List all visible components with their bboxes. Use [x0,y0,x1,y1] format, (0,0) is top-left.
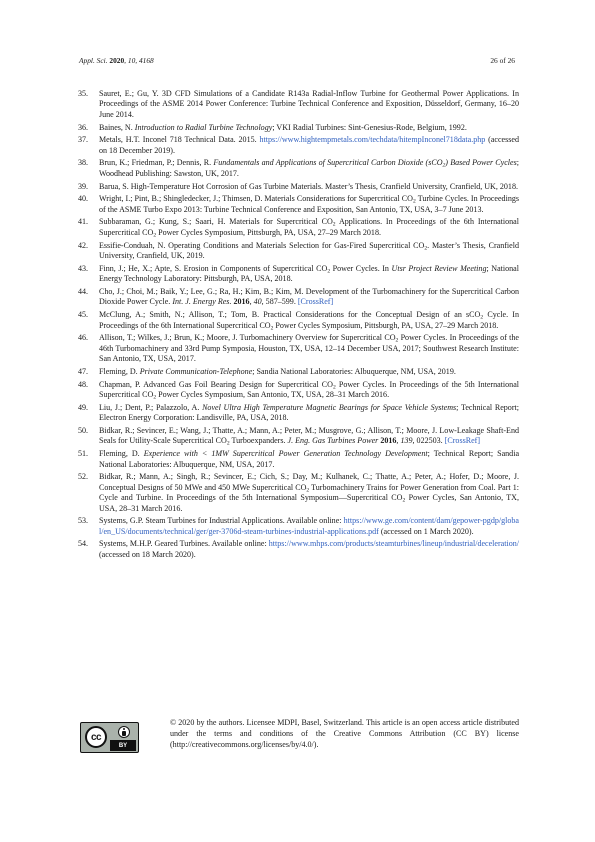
reference-text [99,194,519,215]
reference-text [99,264,519,285]
reference-text [99,89,519,120]
subscript: 2 [480,314,484,321]
reference-text-segment: Fleming, D. [99,449,144,459]
reference-text-segment: Turbine Cycles. In Proceedings of the ASME Turbo Expo 2013: Turbine Technical Conference and Exposition, San Antonio, TX, USA, 3–7 June 2013. [99,194,519,214]
reference-text-segment: Power Cycles Symposium, Pittsburgh, PA, USA, 27–29 March 2018. [156,227,381,237]
reference-text [99,539,519,560]
reference-item [78,426,519,447]
reference-text [99,310,519,331]
reference-item [78,89,519,120]
reference-text-segment: Power Cycles Symposium, Pittsburgh, PA, USA, 27–29 March 2018. [273,320,499,330]
reference-number: 46. [78,333,89,343]
journal-citation [79,56,154,65]
reference-link[interactable]: https://www.hightempmetals.com/techdata/hitempInconel718data.php [259,135,486,145]
reference-text-segment: (accessed on 1 March 2020). [378,526,474,536]
subscript: 2 [332,221,336,228]
reference-item [78,217,519,238]
reference-link[interactable]: [CrossRef] [297,297,334,307]
reference-number: 54. [78,539,89,549]
reference-text [99,516,519,537]
subscript: 2 [226,440,230,447]
reference-item [78,367,519,377]
subscript: 2 [442,162,446,169]
subscript: 2 [270,325,274,332]
reference-text [99,380,519,401]
reference-text-segment: Power Cycles. In Proceedings of the 5th International Supercritical CO [99,379,520,400]
reference-number: 51. [78,449,89,459]
reference-number: 42. [78,240,89,250]
reference-number: 45. [78,310,89,320]
reference-number: 40. [78,194,89,204]
reference-number: 41. [78,217,89,227]
reference-item [78,241,519,262]
reference-number: 53. [78,516,89,526]
reference-number: 44. [78,286,89,296]
bold-year: 2016 [380,436,397,446]
reference-list [78,89,519,563]
reference-text [99,182,519,192]
reference-text-segment: Bidkar, R.; Mann, A.; Singh, R.; Sevincer, E.; Cich, S.; Day, M.; Kulhanek, C.; Thatte, A.; Peter, A.; Hofer, D.; Moore, J. Conceptual Designs of 50 MWe and 450 MWe Supercritical CO [99,472,519,492]
italic-title: Fundamentals and Applications of Supercritical Carbon Dioxide (sCO [213,158,443,168]
reference-number: 38. [78,158,89,168]
reference-item [78,380,519,401]
reference-link[interactable]: https://www.ge.com/content/dam/gepower-pgdp/global/en_US/documents/technical/ger/ger-3706d-steam-turbines-industrial-applications.pdf [99,516,519,536]
reference-text-segment: Applications. In Proceedings of the 6th International Supercritical CO [99,217,519,237]
reference-text-segment: Power Cycles Symposium, San Antonio, TX, USA, 28–31 March 2016. [156,390,390,400]
reference-item [78,135,519,156]
reference-text [99,333,519,364]
italic-title: 40 [253,297,262,307]
reference-text-segment: Essifie-Conduah, N. Operating Conditions and Materials Selection for Gas-Fired Supercritical CO [99,240,425,250]
reference-number: 35. [78,89,89,98]
reference-text-segment: ; Sandia National Laboratories: Albuquerque, NM, USA, 2019. [252,366,456,376]
reference-link[interactable]: https://www.mhps.com/products/steamturbines/lineup/industrial/deceleration/ [268,539,519,549]
italic-title: Utsr Project Review Meeting [391,263,487,273]
running-header [79,56,515,65]
reference-text-segment: , 022503. [412,436,445,446]
reference-number: 49. [78,402,89,412]
reference-text [99,287,519,308]
reference-text [99,217,519,238]
reference-number: 52. [78,472,89,482]
reference-text-segment: (accessed on 18 December 2019). [99,135,519,155]
reference-text-segment: ; National Energy Technology Laboratory: Pittsburgh, PA, USA, 2018. [99,263,519,284]
reference-item [78,449,519,470]
reference-text-segment: Turboexpanders. [229,436,288,446]
italic-title: Private Communication-Telephone [139,366,253,376]
cc-by-license-badge[interactable] [80,722,139,753]
reference-text-segment: Bidkar, R.; Sevincer, E.; Wang, J.; Thatte, A.; Mann, A.; Peter, M.; Musgrove, G.; Allison, T.; Moore, J. Low-Leakage Shaft-End Seals for Utility-Scale Supercritical CO [99,425,519,446]
subscript: 2 [412,198,416,205]
reference-text-segment: Cycle. In Proceedings of the 6th International Supercritical CO [99,310,519,330]
subscript: 2 [332,384,336,391]
reference-text [99,472,519,514]
reference-item [78,287,519,308]
italic-title: Int. J. Energy Res. [172,297,232,307]
reference-text [99,367,519,377]
reference-text [99,158,519,179]
reference-number: 36. [78,122,89,132]
page-number: 26 of 26 [490,56,515,65]
italic-title: ) Based Power Cycles [445,158,517,168]
subscript: 2 [402,497,406,504]
italic-title: Novel Ultra High Temperature Magnetic Bearings for Space Vehicle Systems [202,402,457,412]
reference-item [78,194,519,215]
reference-number: 39. [78,181,89,191]
subscript: 2 [395,337,399,344]
reference-text-segment: McClung, A.; Smith, N.; Allison, T.; Tom, B. Practical Considerations for the Conceptual Design of an sCO [99,310,481,320]
reference-item [78,158,519,179]
reference-text [99,403,519,424]
reference-text-segment: Chapman, P. Advanced Gas Foil Bearing Design for Supercritical CO [99,379,333,389]
italic-title: 139 [400,436,413,446]
reference-text-segment: Power Cycles. In [330,263,392,273]
journal-year: 2020 [109,56,125,65]
by-label: BY [110,740,136,751]
reference-text [99,135,519,156]
subscript: 2 [153,394,157,401]
reference-number: 48. [78,379,89,389]
reference-item [78,403,519,424]
reference-text-segment: ; Technical Report; Electron Energy Corporation: Landisville, PA, USA, 2018. [99,402,519,423]
reference-text [99,123,519,133]
reference-text-segment: Baines, N. [99,122,135,132]
reference-item [78,539,519,560]
reference-text-segment: Power Cycles. In Proceedings of the 46th Turbomachinery and 33rd Pump Symposia, Houston, TX, USA, 12–14 December USA, 2017; Southwest Research Institute: San Antonio, TX, USA, 2017. [99,333,519,364]
license-text: © 2020 by the authors. Licensee MDPI, Basel, Switzerland. This article is an open access article distributed under the terms and conditions of the Creative Commons Attribution (CC BY) license (http://creativecommons.org/licenses/by/4.0/). [170,718,519,750]
reference-item [78,516,519,537]
journal-name: Appl. Sci. [79,56,108,65]
reference-text-segment: Sauret, E.; Gu, Y. 3D CFD Simulations of a Candidate R143a Radial-Inflow Turbine for Geothermal Power Applications. In Proceedings of the ASME 2014 Power Conference: Turbine Technical Conference and Exposition, Düsseldorf, Germany, 16–20 June 2014. [99,89,519,119]
italic-title: Experience with < 1MW Supercritical Power Generation Technology Development [143,449,428,459]
reference-number: 37. [78,135,89,145]
reference-text-segment: Wright, I.; Pint, B.; Shingledecker, J.; Thimsen, D. Materials Considerations for Supercritical CO [99,194,413,204]
italic-title: J. Eng. Gas Turbines Power [287,436,379,446]
reference-text [99,449,519,470]
reference-text [99,241,519,262]
reference-text-segment: , [396,436,401,446]
journal-volume-article: , 10, 4168 [124,56,154,65]
reference-item [78,264,519,285]
reference-text-segment: Brun, K.; Friedman, P.; Dennis, R. [99,158,214,168]
reference-text-segment: Cho, J.; Choi, M.; Baik, Y.; Lee, G.; Ra, H.; Kim, B.; Kim, M. Development of the Turbomachinery for the Supercritical Carbon Dioxide Power Cycle. [99,286,519,307]
reference-text-segment: , 587–599. [261,297,298,307]
reference-text-segment: ; VKI Radial Turbines: Sint-Genesius-Rode, Belgium, 1992. [272,122,467,132]
reference-text-segment: Systems, G.P. Steam Turbines for Industrial Applications. Available online: [99,516,344,526]
reference-text-segment: , [249,297,254,307]
bold-year: 2016 [233,297,250,307]
italic-title: Introduction to Radial Turbine Technology [134,122,273,132]
creative-commons-icon: cc [85,726,107,748]
reference-text-segment: ; Woodhead Publishing: Sawston, UK, 2017. [99,158,519,178]
reference-text-segment: Turbomachinery Trains for Power Generation from Coal. Part 1: Cycle and Turbine. In Proceedings of the 5th International Symposium—Supercritical CO [99,482,519,503]
reference-text [99,426,519,447]
reference-item [78,310,519,331]
reference-item [78,333,519,364]
reference-text-segment: Subbaraman, G.; Kung, S.; Saari, H. Materials for Supercritical CO [99,217,333,227]
reference-number: 47. [78,366,89,376]
reference-text-segment: (accessed on 18 March 2020). [99,549,196,559]
reference-text-segment: . Master’s Thesis, Cranfield University, Cranfield, UK, 2019. [99,240,519,261]
reference-text-segment: Power Cycles, San Antonio, TX, USA, 28–31 March 2016. [99,493,520,513]
reference-text-segment: Metals, H.T. Inconel 718 Technical Data. 2015. [99,135,260,145]
reference-item [78,182,519,192]
reference-link[interactable]: [CrossRef] [444,436,481,446]
subscript: 2 [306,487,310,494]
reference-text-segment: Fleming, D. [99,366,140,376]
license-block [78,718,519,762]
reference-text-segment: Barua, S. High-Temperature Hot Corrosion of Gas Turbine Materials. Master’s Thesis, Cranfield University, Cranfield, UK, 2018. [99,181,518,191]
reference-item [78,472,519,514]
reference-text-segment: Allison, T.; Wilkes, J.; Brun, K.; Moore, J. Turbomachinery Overview for Supercritical CO [99,333,396,343]
subscript: 2 [153,232,157,239]
reference-number: 43. [78,263,89,273]
subscript: 2 [327,268,331,275]
reference-text-segment: Systems, M.H.P. Geared Turbines. Available online: [99,539,269,549]
reference-text-segment: Finn, J.; He, X.; Apte, S. Erosion in Components of Supercritical CO [99,263,328,273]
reference-text-segment: Liu, J.; Dent, P.; Palazzolo, A. [99,402,203,412]
reference-text-segment: ; Technical Report; Sandia National Laboratories: Albuquerque, NM, USA, 2017. [99,449,520,469]
reference-number: 50. [78,425,89,435]
reference-item [78,123,519,133]
subscript: 2 [424,245,428,252]
attribution-person-icon [118,726,130,738]
